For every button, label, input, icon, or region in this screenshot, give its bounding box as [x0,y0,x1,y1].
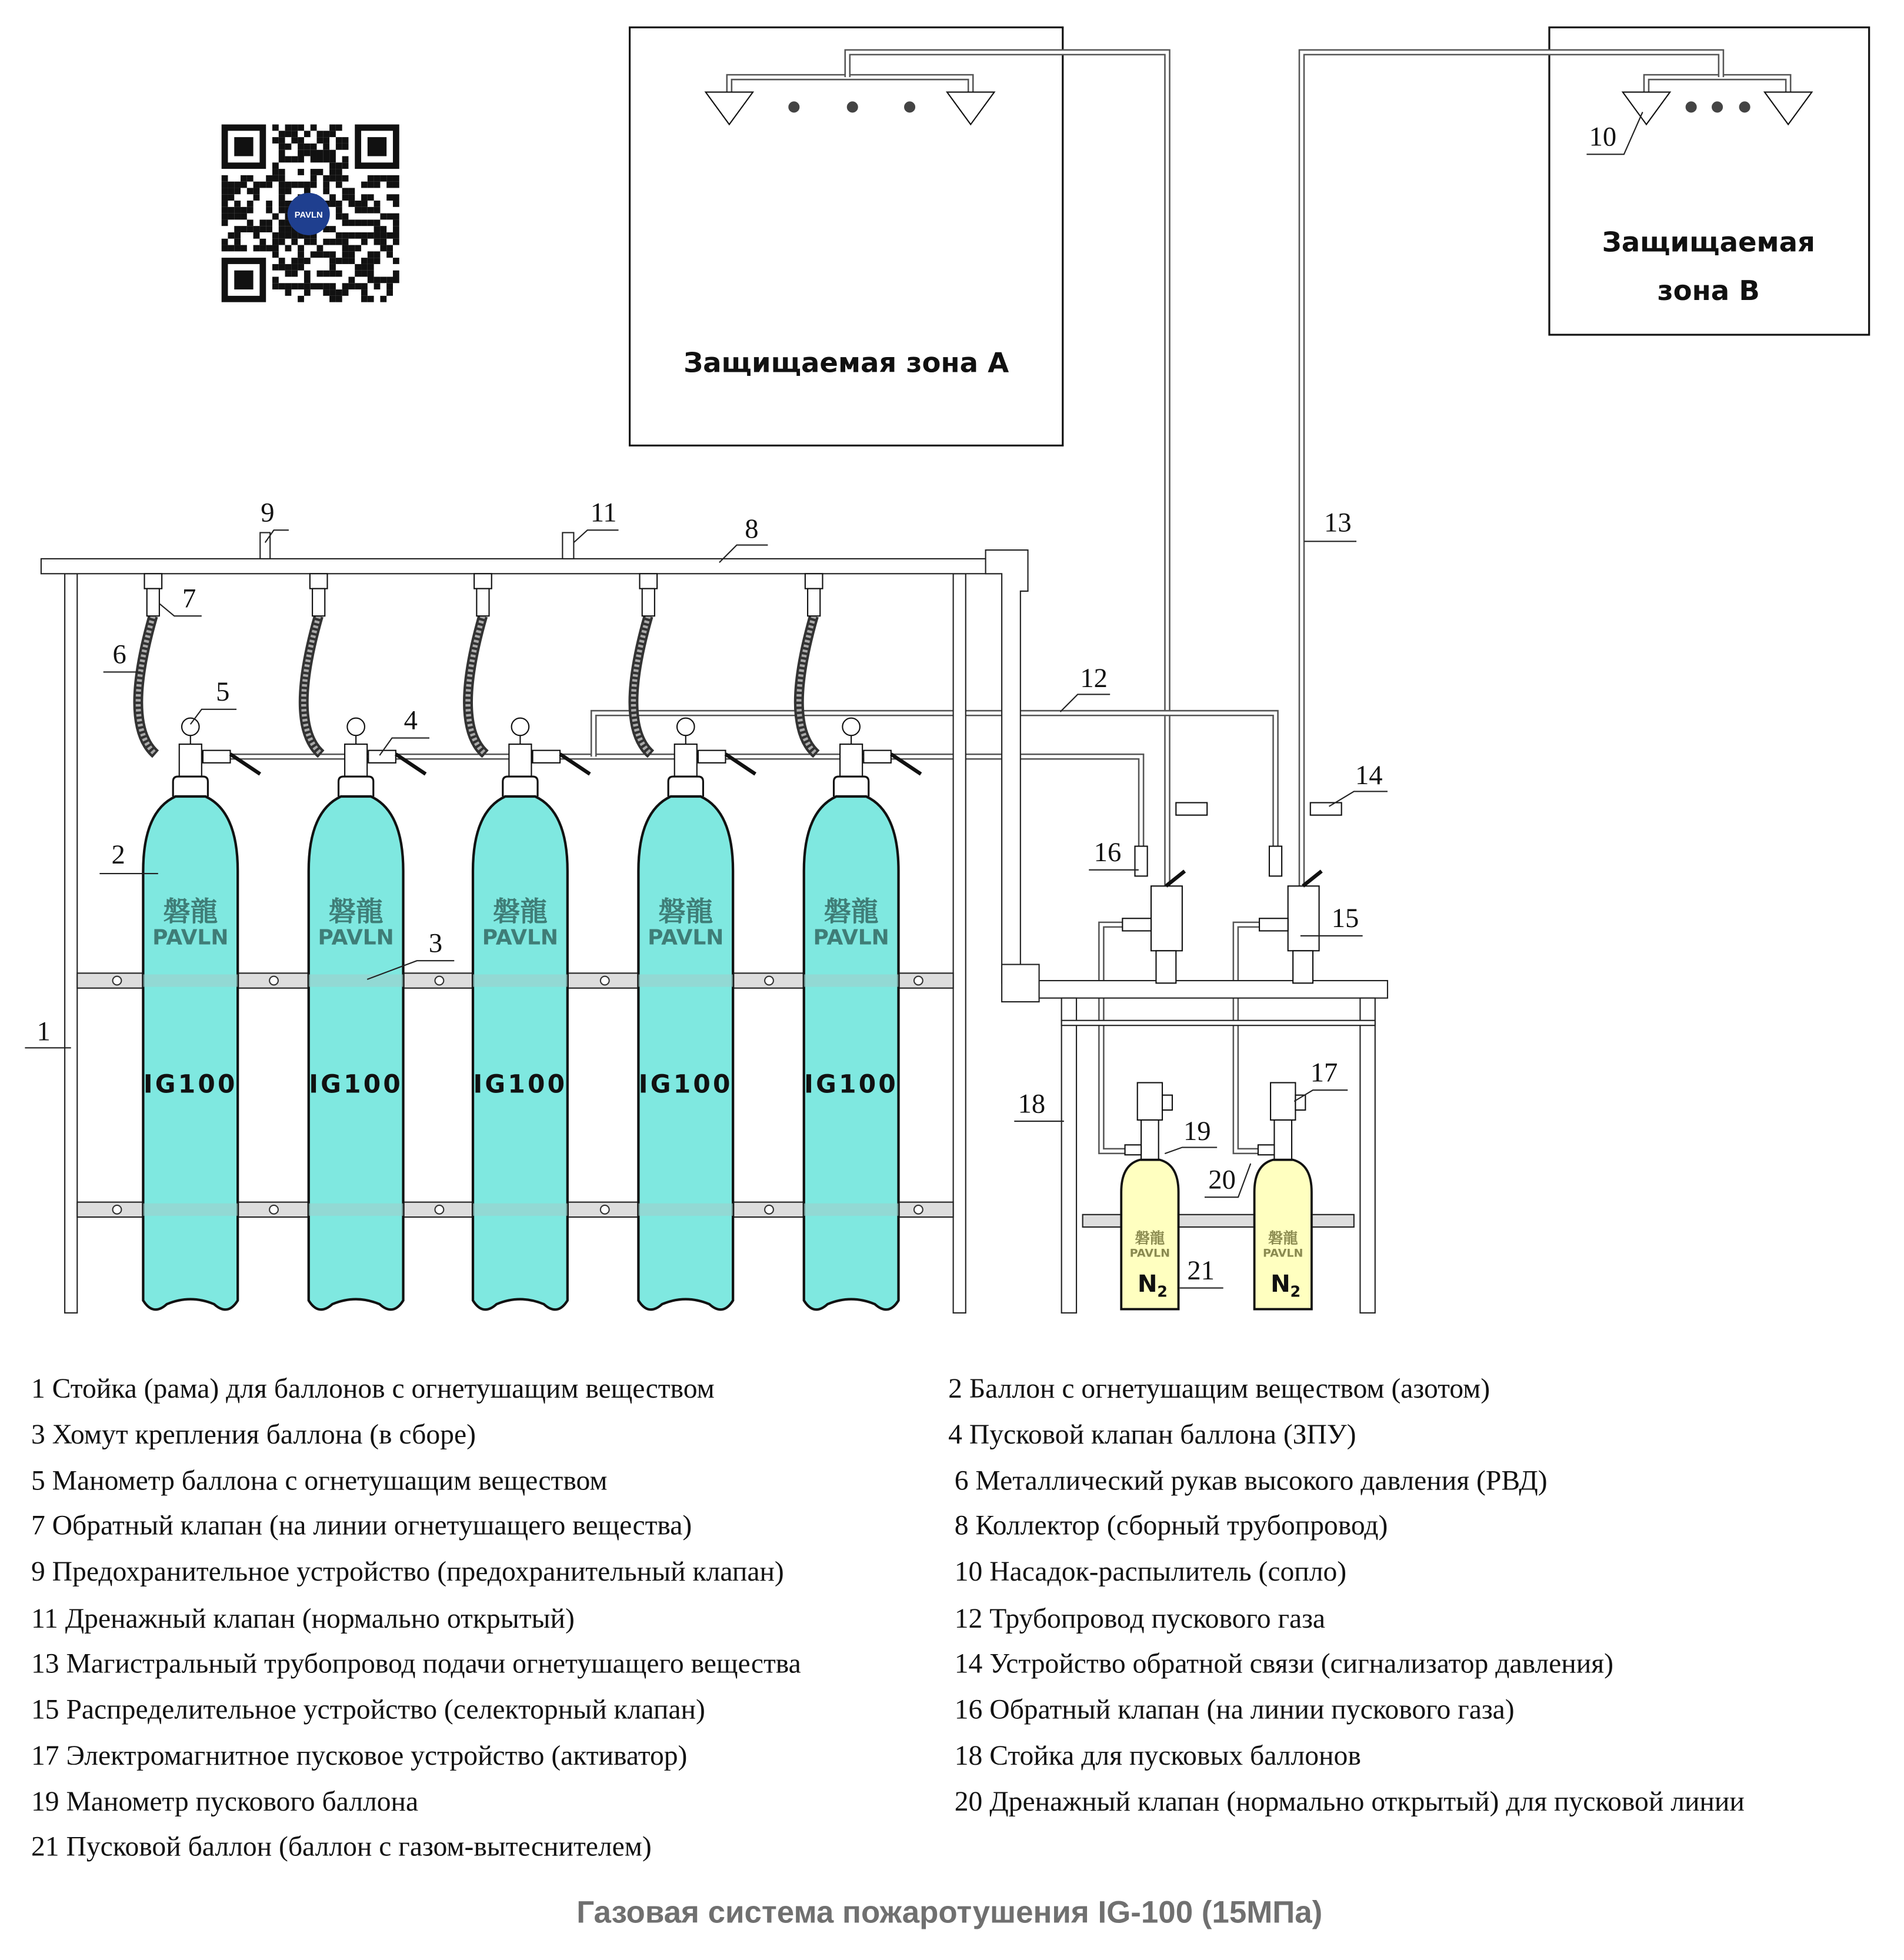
callout-number: 11 [590,498,617,528]
pilot-gas-label: N [1271,1270,1291,1298]
selector-valves [1122,803,1341,984]
cylinder-agent-label: IG100 [638,1069,733,1099]
callout-14 [1329,761,1388,806]
qr-logo-text: PAVLN [294,211,323,221]
callout-number: 6 [112,639,126,670]
callout-1 [25,1017,71,1048]
pressure-gauge-icon [182,718,199,736]
legend-item: 17 Электромагнитное пусковое устройство (активатор) [31,1740,688,1771]
callout-12 [1061,664,1111,712]
pressure-gauge-icon [677,718,695,736]
cylinder-clamp [804,1204,899,1216]
callout-number: 1 [36,1016,51,1047]
cylinder-agent-label: IG100 [804,1069,899,1099]
callout-13 [1304,508,1356,541]
callout-number: 4 [404,705,418,736]
legend-item: 1 Стойка (рама) для баллонов с огнетушащим веществом [31,1373,715,1404]
legend-item: 6 Металлический рукав высокого давления (РВД) [954,1465,1548,1496]
selector-valve-a [1122,871,1185,983]
legend-item: 3 Хомут крепления баллона (в сборе) [31,1419,476,1451]
legend-item: 19 Манометр пускового баллона [31,1786,419,1818]
pilot-check-valve-icon [1135,846,1147,876]
pressure-switch-icon [1311,803,1342,815]
check-valve-icon [474,574,492,588]
cylinder-valve [840,744,862,778]
legend-item: 10 Насадок-распылитель (сопло) [954,1556,1347,1587]
pilot-valve [1274,1120,1292,1160]
cylinder-clamp [309,1204,404,1216]
zone-a-label: Защищаемая зона А [683,346,1009,379]
pressure-gauge-icon [347,718,365,736]
solenoid-actuator [1138,1083,1162,1120]
pilot-cylinder [1121,1083,1178,1309]
check-valve-icon [639,574,657,588]
legend-item: 11 Дренажный клапан (нормально открытый) [31,1604,575,1635]
callout-8 [719,514,768,562]
clamp-bolt [435,1205,444,1214]
cylinder-agent-label: IG100 [143,1069,238,1099]
cylinder-agent-label: IG100 [473,1069,568,1099]
cylinder-brand-cn: 磐龍 [658,895,713,928]
callout-18 [1014,1089,1064,1121]
cylinder-body [473,796,568,1309]
legend-item: 13 Магистральный трубопровод подачи огнетушащего вещества [31,1648,801,1679]
legend-item: 18 Стойка для пусковых баллонов [954,1740,1361,1771]
cylinder-brand-cn: 磐龍 [328,895,384,928]
legend-item: 14 Устройство обратной связи (сигнализатор давления) [954,1648,1613,1679]
diagram-title: Газовая система пожаротушения IG-100 (15МПа) [576,1895,1323,1930]
cylinder-valve [509,744,531,778]
callout-21 [1180,1256,1223,1288]
callout-number: 14 [1355,760,1383,791]
legend-item: 21 Пусковой баллон (баллон с газом-вытеснителем) [31,1831,652,1862]
launch-line-a [1101,925,1126,1151]
leader-line [1165,1148,1217,1154]
cylinder-valve [675,744,697,778]
cylinder-brand: PAVLN [482,925,559,950]
cylinder-clamp [473,1204,568,1216]
clamp-bolt [601,1205,609,1214]
pilot-brand: PAVLN [1129,1246,1171,1260]
pilot-gauge [1258,1145,1275,1155]
pilot-gas-subscript: 2 [1290,1282,1301,1301]
clamp-bolt [113,976,122,985]
legend-item: 5 Манометр баллона с огнетушащим веществом [31,1465,608,1496]
legend-item: 12 Трубопровод пускового газа [954,1604,1326,1635]
callout-number: 7 [182,584,196,614]
callout-number: 5 [216,677,230,708]
pilot-gas-label: N [1137,1270,1158,1298]
pilot-gas-subscript: 2 [1157,1282,1168,1301]
zone-b-label-line2: зона В [1657,274,1760,306]
callout-number: 16 [1093,837,1122,868]
cylinder-clamp [309,974,404,986]
callout-number: 12 [1080,663,1108,694]
pilot-check-valve-icon [1269,846,1282,876]
agent-cylinder [468,574,590,1309]
callout-number: 18 [1018,1089,1046,1119]
pressure-gauge-icon [842,718,860,736]
cylinder-clamp [638,1204,733,1216]
legend-item: 2 Баллон с огнетушащим веществом (азотом) [948,1373,1490,1404]
drain-valve-icon [562,532,573,558]
legend-item: 16 Обратный клапан (на линии пускового газа) [954,1694,1515,1725]
agent-cylinder [304,574,425,1309]
pilot-cylinders [1121,1083,1312,1309]
pilot-brand: PAVLN [1263,1246,1303,1260]
callout-number: 13 [1324,508,1352,538]
check-valve-icon [805,574,823,588]
clamp-bolt [601,976,609,985]
cylinder-clamp [143,1204,238,1216]
callout-number: 10 [1589,122,1617,152]
callout-number: 19 [1183,1116,1211,1146]
pilot-valve [1141,1120,1159,1160]
cylinder-clamp [143,974,238,986]
agent-cylinder [138,574,260,1309]
cylinder-brand-cn: 磐龍 [492,895,548,928]
clamp-bolt [269,1205,278,1214]
cylinder-valve [345,744,367,778]
pilot-brand-cn: 磐龍 [1135,1229,1165,1247]
callout-number: 3 [428,928,443,959]
cylinder-brand: PAVLN [648,925,724,950]
legend [31,1374,1745,1862]
callout-number: 21 [1187,1255,1215,1286]
callout-7 [159,584,202,616]
leader-line [1061,694,1111,712]
pilot-cylinder [1255,1083,1312,1309]
clamp-bolt [914,976,923,985]
callout-11 [573,498,618,542]
callout-number: 8 [745,514,759,544]
pressure-switch-icon [1176,803,1207,815]
callout-number: 20 [1208,1165,1236,1195]
clamp-bolt [765,976,773,985]
cylinder-brand: PAVLN [813,925,889,950]
cylinder-body [309,796,404,1309]
clamp-bolt [269,976,278,985]
agent-cylinder [633,574,755,1309]
clamp-bolt [765,1205,773,1214]
pressure-gauge-icon [512,718,529,736]
callout-20 [1205,1164,1251,1197]
cylinder-body [804,796,899,1309]
clamp-bolt [914,1205,923,1214]
pilot-gauge [1125,1145,1142,1155]
cylinder-brand: PAVLN [152,925,229,950]
leader-line [573,530,618,542]
callout-19 [1165,1116,1217,1154]
cylinder-clamp [804,974,899,986]
cylinder-brand: PAVLN [318,925,394,950]
callout-16 [1089,838,1139,870]
cylinder-clamp [473,974,568,986]
qr-logo [288,193,330,235]
check-valve-icon [310,574,328,588]
cylinder-brand-cn: 磐龍 [163,895,218,928]
callout-number: 15 [1331,904,1359,934]
clamp-bolt [113,1205,122,1214]
clamp-bolt [435,976,444,985]
callout-number: 2 [111,840,125,871]
legend-item: 9 Предохранительное устройство (предохранительный клапан) [31,1556,784,1587]
launch-line-b [1236,925,1259,1151]
callout-6 [104,640,141,672]
pilot-brand-cn: 磐龍 [1268,1229,1298,1247]
cylinder-brand-cn: 磐龍 [823,895,879,928]
legend-item: 20 Дренажный клапан (нормально открытый) для пусковой линии [954,1786,1745,1818]
cylinder-agent-label: IG100 [309,1069,404,1099]
callout-number: 17 [1310,1058,1338,1088]
zone-b-label-line1: Защищаемая [1602,226,1815,258]
protected-zone-b [1549,28,1869,335]
agent-cylinder [799,574,921,1309]
legend-item: 15 Распределительное устройство (селекторный клапан) [31,1694,705,1725]
protected-zone-a [630,28,1063,446]
cylinder-clamp [638,974,733,986]
callout-number: 9 [261,498,275,528]
solenoid-actuator [1271,1083,1295,1120]
legend-item: 8 Коллектор (сборный трубопровод) [954,1510,1388,1541]
callout-4 [379,706,429,755]
cylinder-valve [179,744,202,778]
callout-5 [191,677,236,724]
agent-cylinders [113,574,923,1309]
check-valve-icon [145,574,162,588]
selector-valve-b [1259,871,1322,983]
legend-item: 7 Обратный клапан (на линии огнетушащего вещества) [31,1510,692,1541]
legend-item: 4 Пусковой клапан баллона (ЗПУ) [948,1419,1356,1451]
cylinder-body [638,796,733,1309]
